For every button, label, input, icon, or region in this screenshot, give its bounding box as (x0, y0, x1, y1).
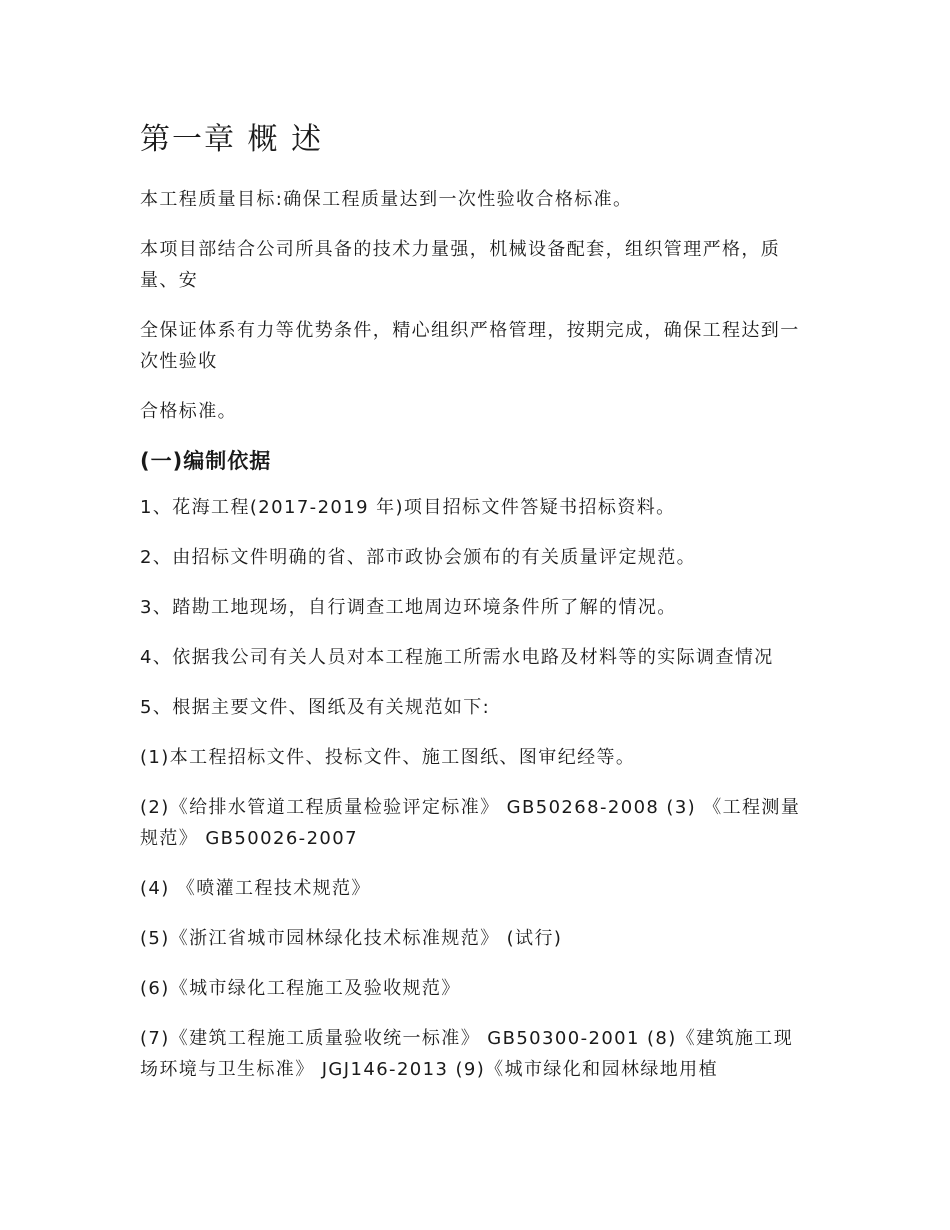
basis-item-2: 2、由招标文件明确的省、部市政协会颁布的有关质量评定规范。 (140, 547, 697, 568)
intro-paragraph-3: 全保证体系有力等优势条件，精心组织严格管理，按期完成，确保工程达到一次性验收 (140, 320, 800, 372)
standard-item-7-9: (7)《建筑工程施工质量验收统一标准》 GB50300-2001 (8)《建筑施工现场环境与卫生标准》 JGJ146-2013 (9)《城市绿化和园林绿地用植 (140, 1028, 794, 1080)
document-page (140, 118, 812, 1104)
standard-item-4: (4) 《喷灌工程技术规范》 (140, 878, 371, 899)
basis-item-5: 5、根据主要文件、图纸及有关规范如下: (140, 697, 491, 718)
intro-paragraph-1: 本工程质量目标:确保工程质量达到一次性验收合格标准。 (140, 189, 633, 210)
standard-item-2-3: (2)《给排水管道工程质量检验评定标准》 GB50268-2008 (3) 《工程测量规范》 GB50026-2007 (140, 797, 801, 849)
section-title: (一)编制依据 (140, 449, 272, 473)
basis-item-1: 1、花海工程(2017-2019 年)项目招标文件答疑书招标资料。 (140, 497, 676, 518)
standard-item-1: (1)本工程招标文件、投标文件、施工图纸、图审纪经等。 (140, 747, 636, 768)
intro-paragraph-4: 合格标准。 (140, 401, 237, 422)
basis-item-4: 4、依据我公司有关人员对本工程施工所需水电路及材料等的实际调查情况 (140, 647, 774, 668)
standard-item-5: (5)《浙江省城市园林绿化技术标准规范》 (试行) (140, 928, 563, 949)
standard-item-6: (6)《城市绿化工程施工及验收规范》 (140, 978, 461, 999)
chapter-title: 第一章 概 述 (140, 122, 324, 157)
intro-paragraph-2: 本项目部结合公司所具备的技术力量强，机械设备配套，组织管理严格，质量、安 (140, 239, 781, 291)
basis-item-3: 3、踏勘工地现场，自行调查工地周边环境条件所了解的情况。 (140, 597, 677, 618)
